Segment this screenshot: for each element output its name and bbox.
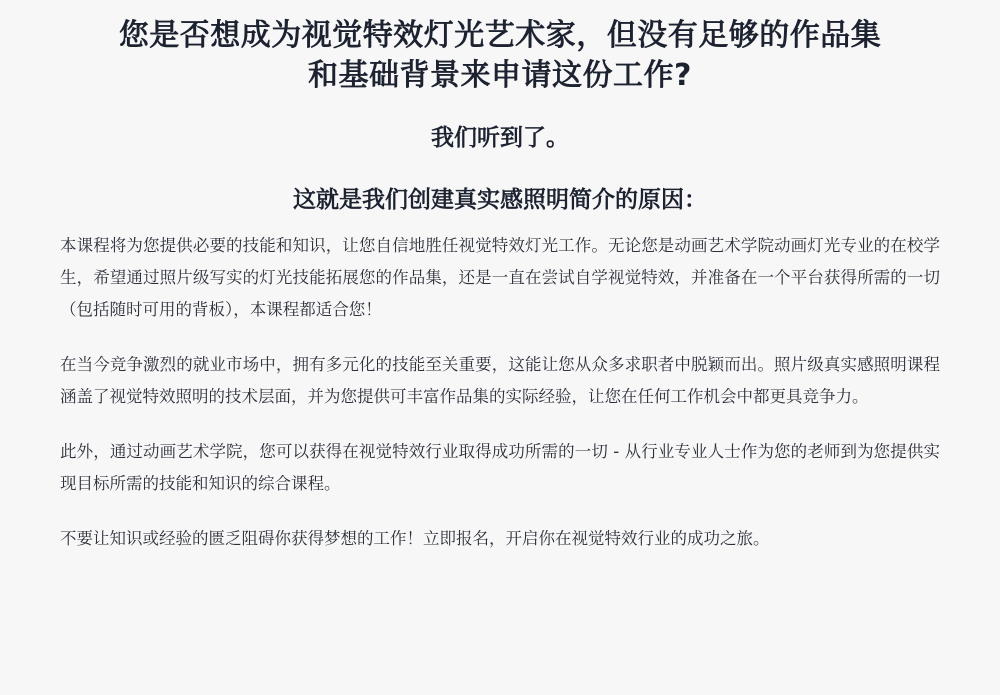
section-heading: 这就是我们创建真实感照明简介的原因： (293, 187, 707, 213)
subheading: 我们听到了。 (431, 125, 569, 151)
paragraph-call-to-action: 不要让知识或经验的匮乏阻碍你获得梦想的工作！立即报名，开启你在视觉特效行业的成功之旅。 (60, 529, 770, 548)
paragraph-intro: 本课程将为您提供必要的技能和知识，让您自信地胜任视觉特效灯光工作。无论您是动画艺术学院动画灯光专业的在校学生，希望通过照片级写实的灯光技能拓展您的作品集，还是一直在尝试自学视觉特效，并准备在一个平台获得所需的一切（包括随时可用的背板），本课程都适合您！ (60, 236, 940, 319)
course-description-page (0, 16, 1000, 695)
body-text (60, 230, 940, 555)
headline-line-2: 和基础背景来申请这份工作? (308, 58, 692, 93)
paragraph-academy: 此外，通过动画艺术学院，您可以获得在视觉特效行业取得成功所需的一切 - 从行业专业人士作为您的老师到为您提供实现目标所需的技能和知识的综合课程。 (60, 442, 940, 493)
headline-line-1: 您是否想成为视觉特效灯光艺术家，但没有足够的作品集 (118, 18, 882, 53)
page-headline (60, 16, 940, 96)
paragraph-job-market: 在当今竞争激烈的就业市场中，拥有多元化的技能至关重要，这能让您从众多求职者中脱颖而出。照片级真实感照明课程涵盖了视觉特效照明的技术层面，并为您提供可丰富作品集的实际经验，让您在任何工作机会中都更具竞争力。 (60, 355, 940, 406)
